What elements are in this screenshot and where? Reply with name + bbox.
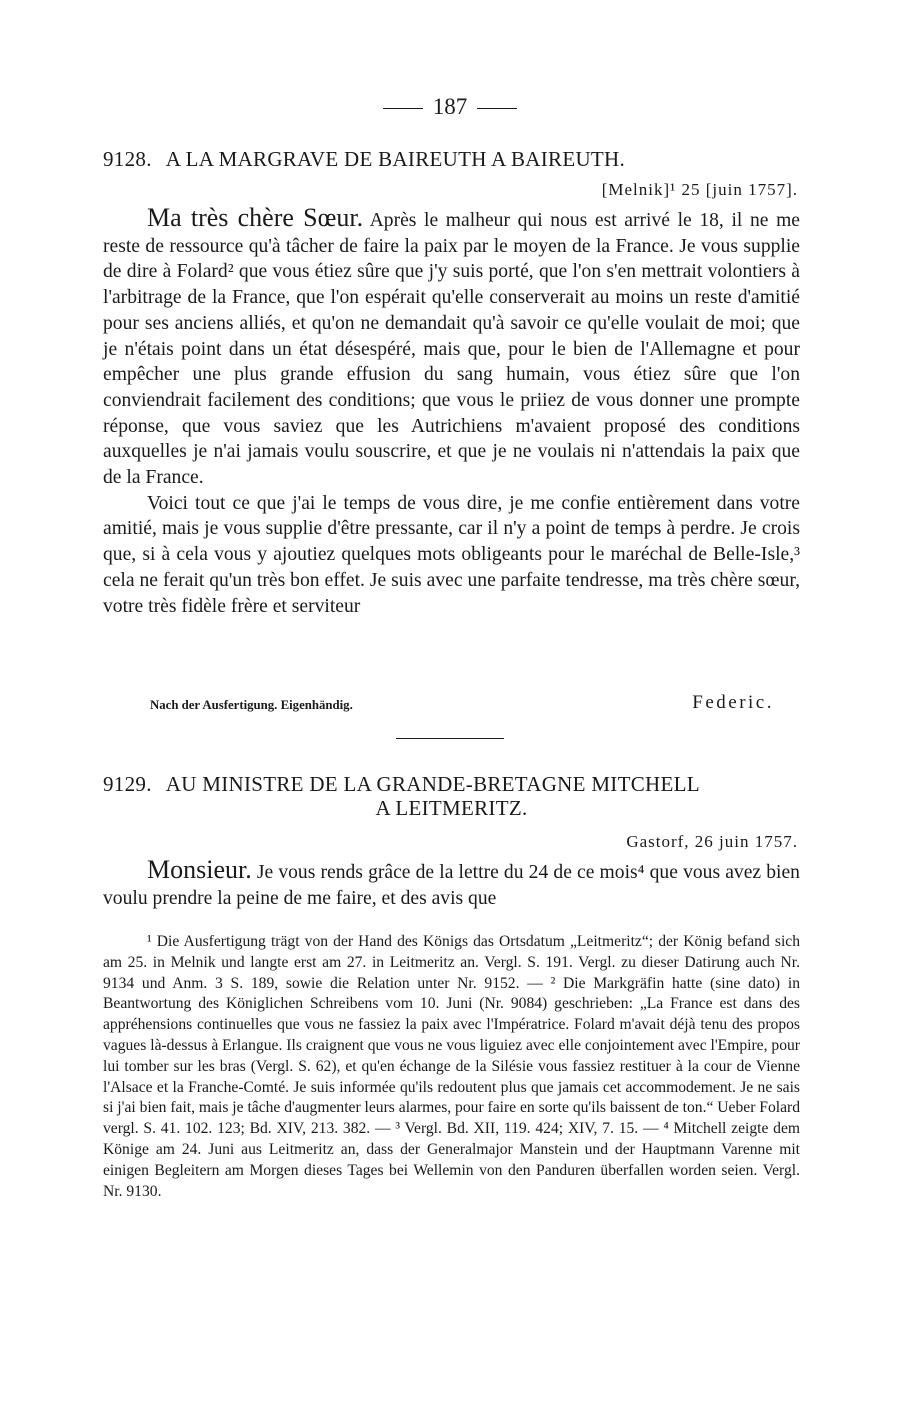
letter-9128-salutation: Ma très chère Sœur. — [147, 203, 364, 232]
letter-9129-title-line-2: A LEITMERITZ. — [375, 796, 528, 820]
letter-9128-paragraph-1 — [103, 205, 800, 491]
page-number-text: 187 — [432, 94, 468, 119]
page-number — [0, 94, 900, 120]
letter-9128-dateline: [Melnik]¹ 25 [juin 1757]. — [601, 180, 798, 199]
folio-dash-right — [477, 108, 517, 109]
letter-9128-body — [103, 205, 800, 619]
letter-9128-signature: Federic. — [692, 692, 774, 713]
footnotes — [103, 932, 800, 1202]
folio-dash-left — [383, 108, 423, 109]
letter-9129-salutation: Monsieur. — [147, 855, 252, 884]
letter-9129-dateline: Gastorf, 26 juin 1757. — [626, 832, 798, 851]
letter-9128-heading — [103, 146, 800, 172]
letter-9128-paragraph-1-text: Après le malheur qui nous est arrivé le 18, il ne me reste de ressource qu'à tâcher de faire la paix par le moyen de la France. Je vous supplie de dire à Folard² que vous étiez sûre que j'y suis porté, que l'on s'en mettrait volontiers à l'arbitrage de la France, que l'on espérait qu'elle conserverait au moins un reste d'amitié pour ses anciens alliés, et qu'on ne demandait qu'à savoir ce qu'elle voulait de moi; que je n'étais point dans un état désespéré, mais que, pour le bien de l'Allemagne et pour empêcher une plus grande effusion du sang humain, vous étiez sûre que l'on conviendrait facilement des conditions; que vous le priiez de vous donner une prompte réponse, que vous saviez que les Autrichiens m'avaient proposé des conditions auxquelles je n'ai jamais voulu souscrire, et que je ne voulais ni n'attendais la paix que de la France. — [103, 210, 801, 489]
section-separator — [396, 738, 504, 739]
letter-9128-paragraph-2: Voici tout ce que j'ai le temps de vous dire, je me confie entièrement dans votre amitié, mais je vous supplie d'être pressante, car il n'y a point de temps à perdre. Je crois que, si à cela vous y ajoutiez quelques mots obligeants pour le maréchal de Belle-Isle,³ cela ne ferait qu'un très bon effet. Je suis avec une parfaite tendresse, ma très chère sœur, votre très fidèle frère et serviteur — [103, 492, 800, 617]
letter-9129-body — [103, 857, 800, 911]
letter-9128-number: 9128. — [103, 147, 152, 171]
letter-9129-number: 9129. — [103, 772, 152, 796]
letter-9128-title: A LA MARGRAVE DE BAIREUTH A BAIREUTH. — [165, 147, 626, 171]
letter-9129-paragraph-1-text: Je vous rends grâce de la lettre du 24 de ce mois⁴ que vous avez bien voulu prendre la peine de me faire, et des avis que — [103, 862, 800, 909]
letter-9129-heading — [103, 771, 800, 797]
letter-9128-source-note: Nach der Ausfertigung. Eigenhändig. — [150, 698, 353, 712]
letter-9129-title-line-1: AU MINISTRE DE LA GRANDE-BRETAGNE MITCHELL — [165, 772, 700, 796]
footnotes-text: ¹ Die Ausfertigung trägt von der Hand des Königs das Ortsdatum „Leitmeritz“; der König befand sich am 25. in Melnik und langte erst am 27. in Leitmeritz an. Vergl. S. 191. Vergl. zu dieser Datirung auch Nr. 9134 und Anm. 3 S. 189, sowie die Relation unter Nr. 9152. — ² Die Markgräfin hatte (sine dato) in Beantwortung des Königlichen Schreibens vom 10. Juni (Nr. 9084) geschrieben: „La France est dans des appréhensions continuelles que vous ne fassiez la paix avec l'Impératrice. Folard m'avait déjà tenu des propos vagues là-dessus à Erlangue. Ils craignent que vous ne vous liguiez avec elle conjointement avec l'Empire, pour lui tomber sur les bras (Vergl. S. 62), et qu'en échange de la Silésie vous fassiez restituer à la cour de Vienne l'Alsace et la Franche-Comté. Je suis informée qu'ils redoutent plus que jamais cet accommodement. Je ne sais si j'ai bien fait, mais je tâche d'augmenter leurs alarmes, pour faire en sorte qu'ils baissent de ton.“ Ueber Folard vergl. S. 41. 102. 123; Bd. XIV, 213. 382. — ³ Vergl. Bd. XII, 119. 424; XIV, 7. 15. — ⁴ Mitchell zeigte dem Könige am 24. Juni aus Leitmeritz an, dass der Generalmajor Manstein und der Hauptmann Varenne mit einigen Begleitern am Morgen dieses Tages bei Wellemin von den Panduren überfallen worden seien. Vergl. Nr. 9130. — [103, 933, 800, 1200]
letter-9129-paragraph-1 — [103, 857, 800, 911]
